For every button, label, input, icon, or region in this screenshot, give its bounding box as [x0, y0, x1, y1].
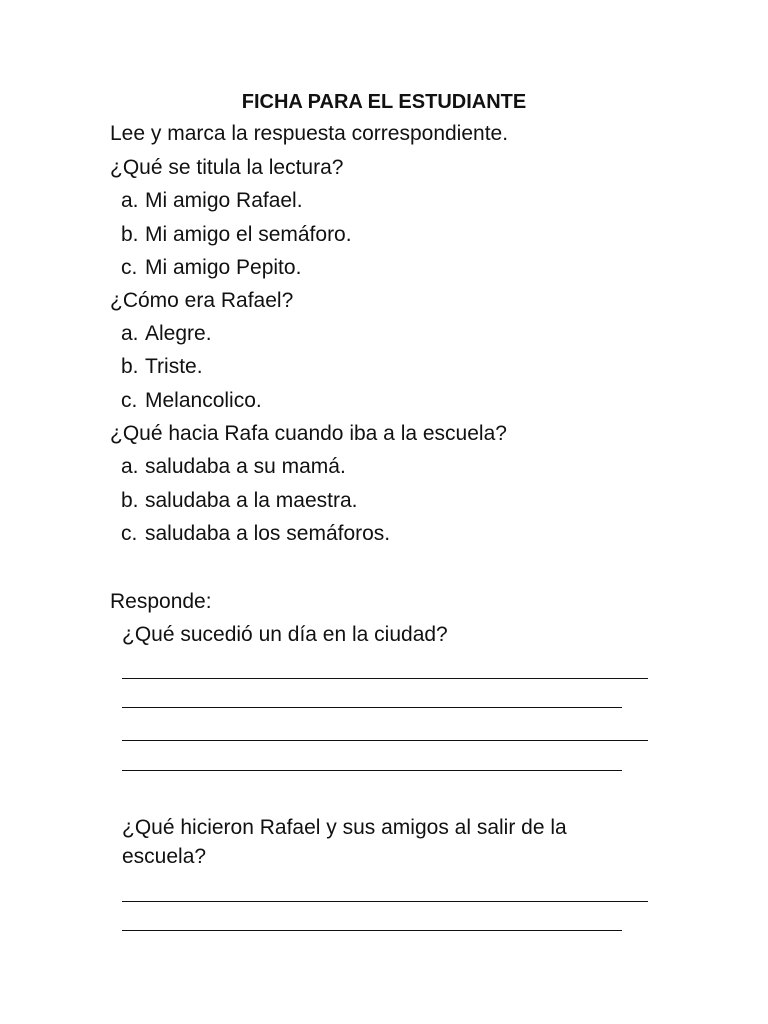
open-question-2-continued: escuela? [122, 845, 207, 868]
question-1: ¿Qué se titula la lectura? [110, 156, 344, 179]
answer-line[interactable] [122, 930, 622, 931]
option-text: saludaba a la maestra. [145, 489, 358, 512]
open-question-2: ¿Qué hicieron Rafael y sus amigos al salir de la [122, 816, 567, 839]
option-letter: b. [121, 223, 139, 246]
option-letter: c. [121, 389, 138, 412]
answer-line[interactable] [122, 707, 622, 708]
respond-label: Responde: [110, 590, 212, 613]
option-text: Triste. [145, 355, 203, 378]
page-title: FICHA PARA EL ESTUDIANTE [241, 91, 527, 113]
instruction-text: Lee y marca la respuesta correspondiente. [110, 122, 509, 145]
open-question-1: ¿Qué sucedió un día en la ciudad? [122, 623, 448, 646]
option-letter: c. [121, 256, 138, 279]
option-letter: b. [121, 355, 139, 378]
option-text: Melancolico. [145, 389, 262, 412]
option-text: Mi amigo el semáforo. [145, 223, 352, 246]
option-text: saludaba a su mamá. [145, 455, 346, 478]
answer-line[interactable] [122, 678, 648, 679]
question-3: ¿Qué hacia Rafa cuando iba a la escuela? [110, 422, 507, 445]
option-text: Mi amigo Pepito. [145, 256, 302, 279]
answer-line[interactable] [122, 901, 648, 902]
option-letter: a. [121, 455, 139, 478]
answer-line[interactable] [122, 740, 648, 741]
question-2: ¿Cómo era Rafael? [110, 289, 294, 312]
option-letter: a. [121, 322, 139, 345]
option-text: Mi amigo Rafael. [145, 189, 303, 212]
option-letter: b. [121, 489, 139, 512]
option-letter: c. [121, 522, 138, 545]
option-text: saludaba a los semáforos. [145, 522, 391, 545]
answer-line[interactable] [122, 770, 622, 771]
option-text: Alegre. [145, 322, 212, 345]
option-letter: a. [121, 189, 139, 212]
